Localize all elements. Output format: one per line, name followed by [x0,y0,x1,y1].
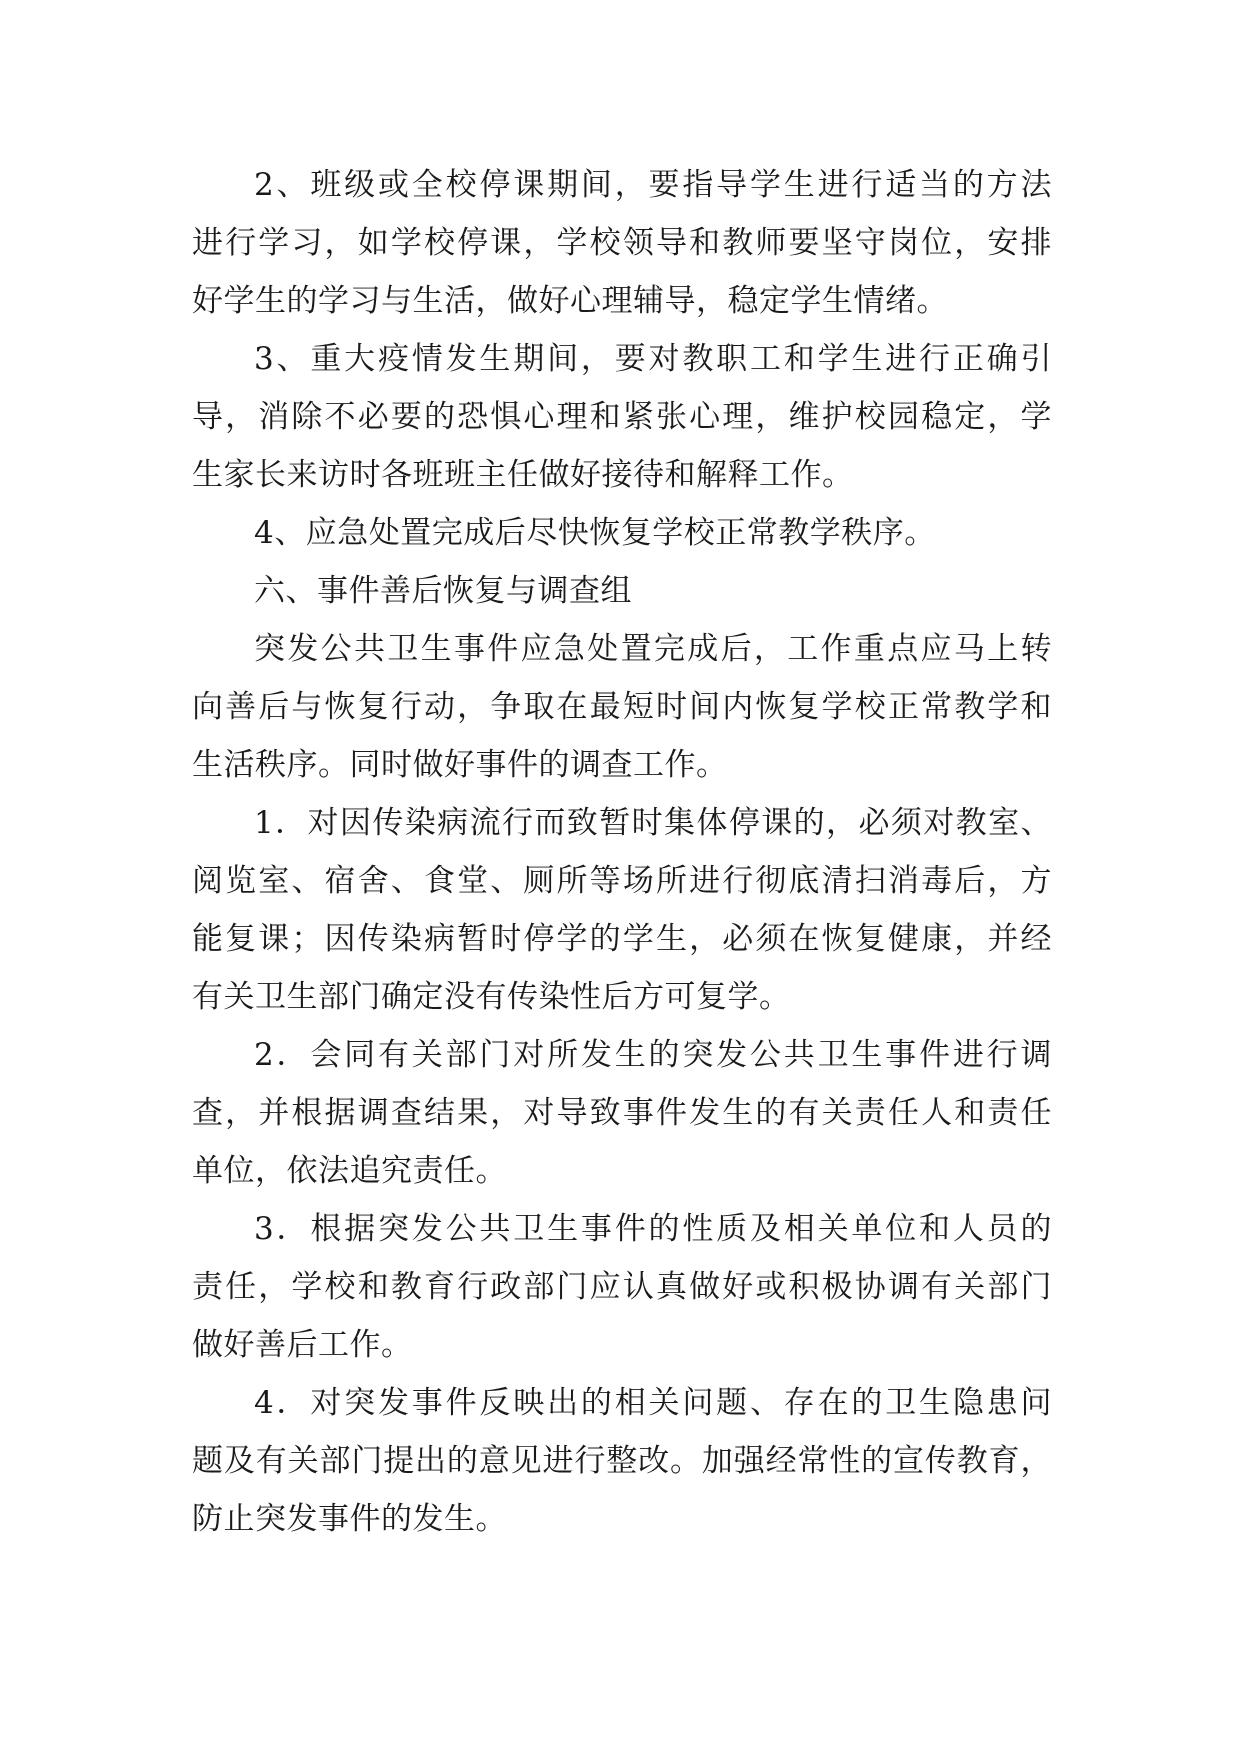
text-line: 2、班级或全校停课期间，要指导学生进行适当的方法 [254,167,1052,203]
text-line: 1．对因传染病流行而致暂时集体停课的，必须对教室、 [254,805,1052,841]
text-line: 进行学习，如学校停课，学校领导和教师要坚守岗位，安排 [192,225,1052,261]
text-line: 4、应急处置完成后尽快恢复学校正常教学秩序。 [254,515,936,551]
text-line: 向善后与恢复行动，争取在最短时间内恢复学校正常教学和 [192,689,1052,725]
text-line: 单位，依法追究责任。 [192,1153,507,1189]
text-line: 突发公共卫生事件应急处置完成后，工作重点应马上转 [254,631,1052,667]
text-line: 做好善后工作。 [192,1327,413,1363]
text-line: 有关卫生部门确定没有传染性后方可复学。 [192,979,791,1015]
text-line: 查，并根据调查结果，对导致事件发生的有关责任人和责任 [192,1095,1052,1131]
text-line: 生家长来访时各班班主任做好接待和解释工作。 [192,457,854,493]
text-line: 好学生的学习与生活，做好心理辅导，稳定学生情绪。 [192,283,948,319]
text-line: 3、重大疫情发生期间，要对教职工和学生进行正确引 [254,341,1052,377]
text-line: 阅览室、宿舍、食堂、厕所等场所进行彻底清扫消毒后，方 [192,863,1052,899]
document-body [192,156,1052,1548]
text-line: 责任，学校和教育行政部门应认真做好或积极协调有关部门 [192,1269,1052,1305]
text-line: 3．根据突发公共卫生事件的性质及相关单位和人员的 [254,1211,1052,1247]
text-line: 防止突发事件的发生。 [192,1501,507,1537]
section-heading: 六、事件善后恢复与调查组 [254,573,632,609]
text-line: 题及有关部门提出的意见进行整改。加强经常性的宣传教育， [192,1443,1052,1479]
text-line: 4．对突发事件反映出的相关问题、存在的卫生隐患问 [254,1385,1052,1421]
text-line: 能复课；因传染病暂时停学的学生，必须在恢复健康，并经 [192,921,1052,957]
text-line: 导，消除不必要的恐惧心理和紧张心理，维护校园稳定，学 [192,399,1052,435]
text-line: 2．会同有关部门对所发生的突发公共卫生事件进行调 [254,1037,1052,1073]
text-line: 生活秩序。同时做好事件的调查工作。 [192,747,728,783]
